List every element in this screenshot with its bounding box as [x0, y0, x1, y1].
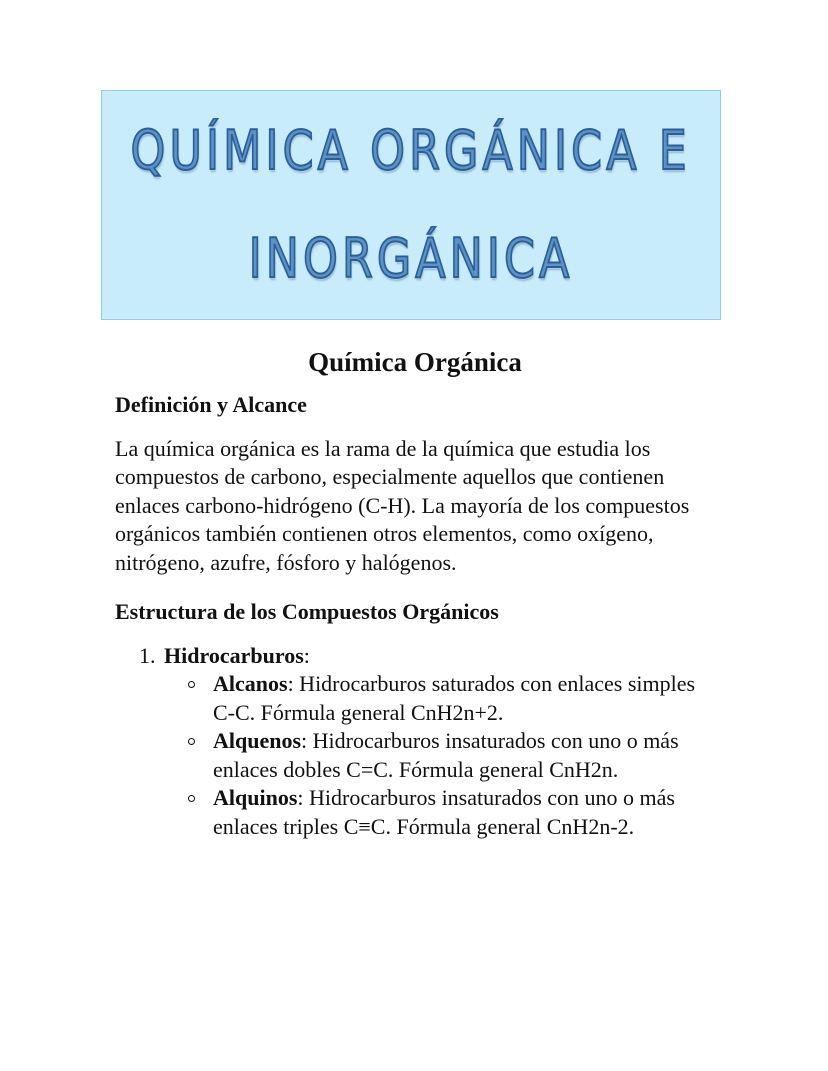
circle-bullet-icon — [188, 738, 195, 745]
sub-item-term: Alquenos — [213, 728, 302, 754]
circle-bullet-icon — [188, 681, 195, 688]
sub-list-item — [164, 727, 715, 784]
list-item-number: 1. — [139, 642, 156, 668]
banner-title-line-1: QUÍMICA ORGÁNICA E — [130, 119, 692, 182]
numbered-list — [115, 642, 715, 842]
sub-list-item — [164, 784, 715, 841]
list-item-suffix: : — [303, 642, 310, 668]
list-item-term: Hidrocarburos — [164, 642, 304, 668]
circle-bullet-icon — [188, 795, 195, 802]
sub-item-text: : Hidrocarburos insaturados con uno o más enlaces dobles C=C. Fórmula general CnH2n. — [213, 728, 679, 782]
sub-item-term: Alquinos — [213, 785, 298, 811]
sub-item-text: : Hidrocarburos saturados con enlaces simples C-C. Fórmula general CnH2n+2. — [213, 671, 696, 725]
structure-heading: Estructura de los Compuestos Orgánicos — [115, 599, 499, 625]
definition-paragraph: La química orgánica es la rama de la química que estudia los compuestos de carbono, especialmente aquellos que contienen enlaces carbono-hidrógeno (C-H). La mayoría de los compuestos orgánicos también contienen otros elementos, como oxígeno, nitrógeno, azufre, fósforo y halógenos. — [115, 435, 690, 575]
definition-heading: Definición y Alcance — [115, 392, 307, 418]
sub-list-item — [164, 670, 715, 727]
banner-title-line-2: INORGÁNICA — [248, 227, 574, 290]
list-item — [115, 642, 715, 842]
document-content — [115, 346, 715, 841]
section-title: Química Orgánica — [308, 347, 522, 377]
title-banner — [101, 90, 721, 320]
sub-item-text: : Hidrocarburos insaturados con uno o más enlaces triples C≡C. Fórmula general CnH2n-2. — [213, 785, 675, 839]
sub-item-term: Alcanos — [213, 671, 288, 697]
sub-list — [164, 670, 715, 841]
